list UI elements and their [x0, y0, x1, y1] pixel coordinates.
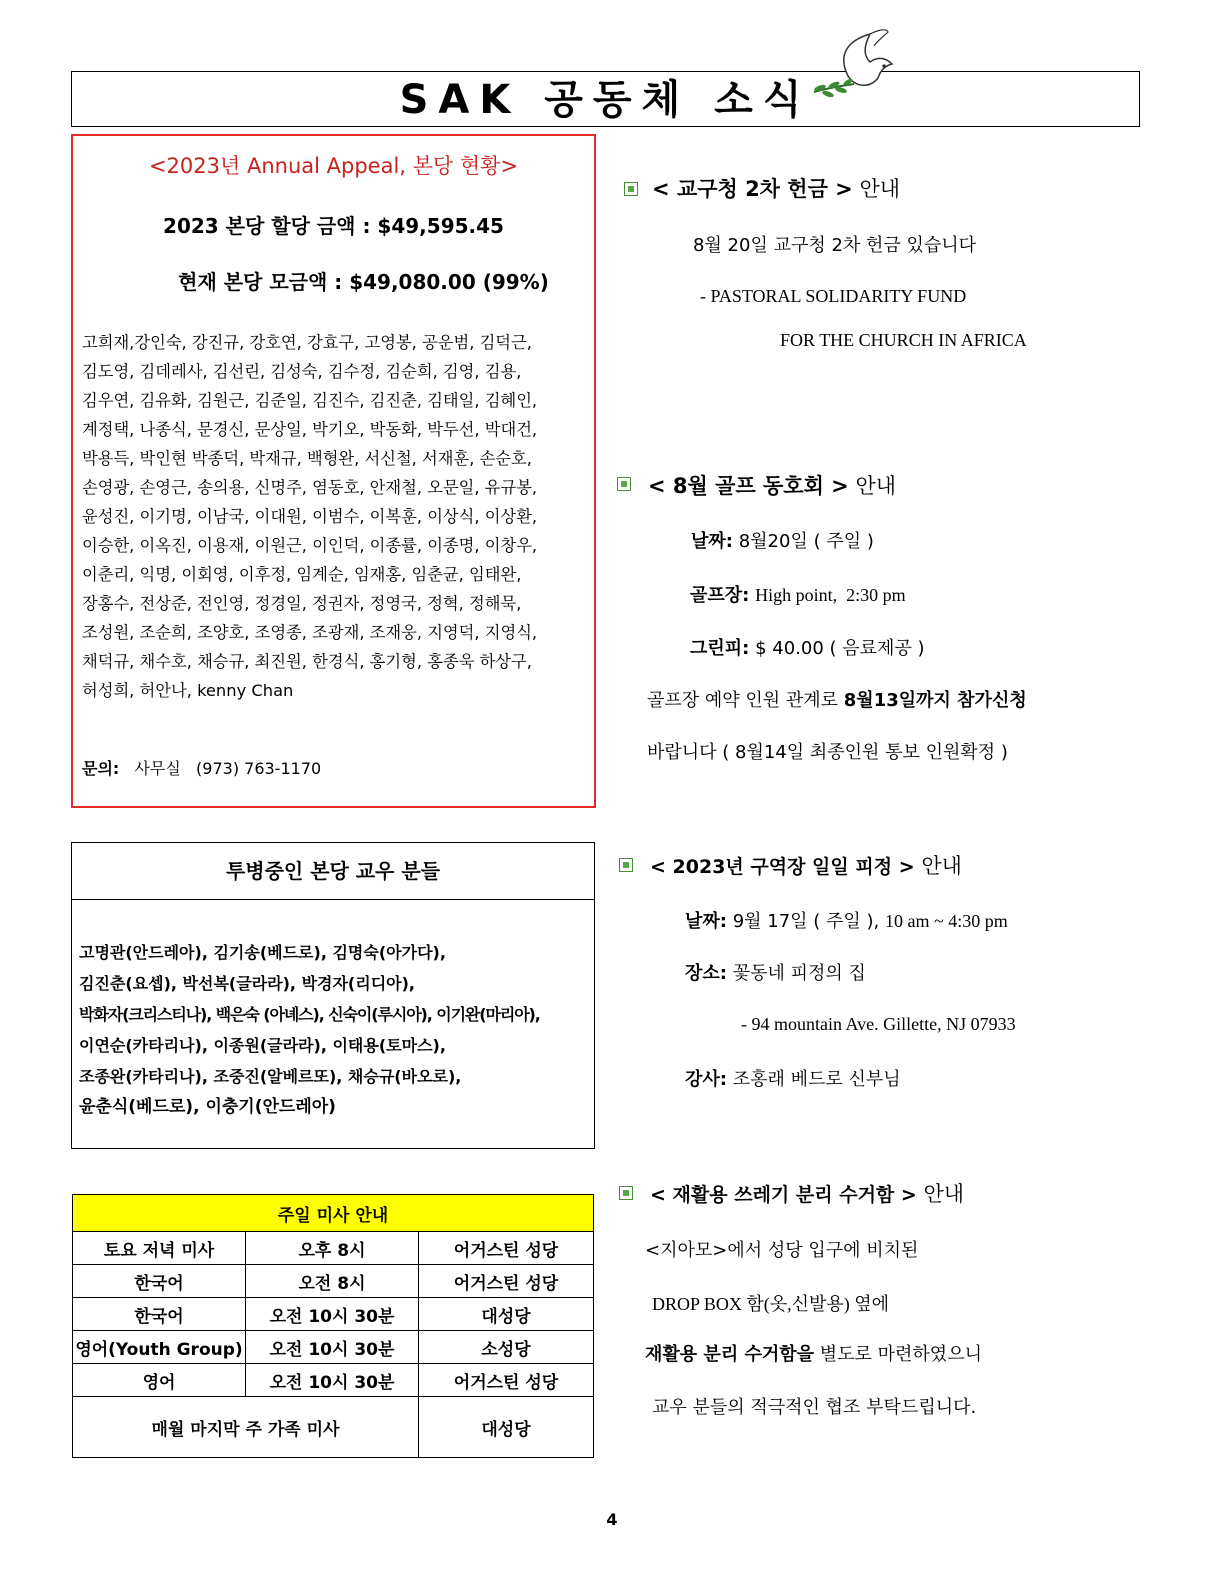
mass-type: 영어(Youth Group) — [73, 1331, 246, 1364]
second-collection-fund: - PASTORAL SOLIDARITY FUND — [700, 286, 967, 306]
table-row — [73, 1331, 594, 1364]
mass-place: 어거스틴 성당 — [419, 1265, 594, 1298]
sick-parishioners-box — [71, 842, 595, 1149]
recycle-line-2: DROP BOX 함(옷,신발용) 옆에 — [652, 1294, 890, 1314]
page-title: SAK 공동체 소식 — [399, 77, 812, 123]
contact-value: 사무실 (973) 763-1170 — [134, 759, 322, 778]
page-number: 4 — [606, 1510, 618, 1529]
bullet-icon — [624, 182, 638, 196]
donor-line: 박용득, 박인현 박종덕, 박재규, 백형완, 서신철, 서재훈, 손순호, — [82, 449, 532, 468]
mass-table-title: 주일 미사 안내 — [73, 1195, 594, 1232]
sick-line: 조종완(카타리나), 조중진(알베르또), 채승규(바오로), — [79, 1067, 462, 1086]
golf-heading: < 8월 골프 동호회 > 안내 — [648, 474, 897, 498]
table-row — [73, 1298, 594, 1331]
retreat-place: 장소: 꽃동네 피정의 집 — [685, 963, 866, 984]
second-collection-fund-2: FOR THE CHURCH IN AFRICA — [780, 330, 1027, 350]
sick-line: 박화자(크리스티나), 백은숙 (아녜스), 신숙이(루시아), 이기완(마리아), — [79, 1005, 540, 1024]
mass-time: 오전 10시 30분 — [246, 1364, 419, 1397]
donor-line: 계정택, 나종식, 문경신, 문상일, 박기오, 박동화, 박두선, 박대건, — [82, 420, 538, 439]
golf-date: 날짜: 8월20일 ( 주일 ) — [691, 531, 874, 552]
second-collection-date: 8월 20일 교구청 2차 헌금 있습니다 — [693, 235, 977, 256]
table-row — [73, 1265, 594, 1298]
donor-line: 장홍수, 전상준, 전인영, 정경일, 정권자, 정영국, 정혁, 정해묵, — [82, 594, 522, 613]
mass-time: 오전 10시 30분 — [246, 1298, 419, 1331]
golf-note-2: 바랍니다 ( 8월14일 최종인원 통보 인원확정 ) — [647, 742, 1008, 763]
golf-course: 골프장: High point, 2:30 pm — [690, 585, 906, 606]
recycle-line-1: <지아모>에서 성당 입구에 비치된 — [645, 1240, 919, 1261]
mass-type: 한국어 — [73, 1298, 246, 1331]
mass-time: 오전 10시 30분 — [246, 1331, 419, 1364]
mass-type: 한국어 — [73, 1265, 246, 1298]
sick-title: 투병중인 본당 교우 분들 — [72, 843, 594, 900]
recycle-heading: < 재활용 쓰레기 분리 수거함 > 안내 — [650, 1182, 965, 1206]
mass-place: 어거스틴 성당 — [419, 1232, 594, 1265]
retreat-date: 날짜: 9월 17일 ( 주일 ), 10 am ~ 4:30 pm — [685, 911, 1008, 932]
donor-line: 허성희, 허안나, kenny Chan — [82, 681, 294, 700]
retreat-heading: < 2023년 구역장 일일 피정 > 안내 — [650, 854, 962, 878]
donor-line: 손영광, 손영근, 송의용, 신명주, 염동호, 안재철, 오문일, 유규봉, — [82, 478, 538, 497]
donor-line: 채덕규, 채수호, 채승규, 최진원, 한경식, 홍기형, 홍종욱 하상구, — [82, 652, 532, 671]
bullet-icon — [617, 477, 631, 491]
mass-time: 오후 8시 — [246, 1232, 419, 1265]
mass-schedule-table — [72, 1194, 594, 1458]
contact-label: 문의: — [82, 759, 120, 778]
donor-line: 조성원, 조순희, 조양호, 조영종, 조광재, 조재웅, 지영덕, 지영식, — [82, 623, 538, 642]
recycle-line-4: 교우 분들의 적극적인 협조 부탁드립니다. — [652, 1397, 977, 1418]
golf-fee: 그린피: $ 40.00 ( 음료제공 ) — [690, 638, 925, 659]
family-mass-place: 대성당 — [419, 1397, 594, 1458]
sick-line: 윤춘식(베드로), 이충기(안드레아) — [79, 1097, 336, 1117]
title-box — [71, 71, 1140, 127]
retreat-address: - 94 mountain Ave. Gillette, NJ 07933 — [741, 1014, 1016, 1034]
mass-place: 소성당 — [419, 1331, 594, 1364]
appeal-assigned-amount: 2023 본당 할당 금액 : $49,595.45 — [163, 214, 504, 238]
annual-appeal-box — [71, 134, 596, 808]
golf-note-1: 골프장 예약 인원 관계로 8월13일까지 참가신청 — [647, 690, 1027, 711]
table-row — [73, 1232, 594, 1265]
donor-line: 김우연, 김유화, 김원근, 김준일, 김진수, 김진춘, 김태일, 김혜인, — [82, 391, 538, 410]
table-row — [73, 1364, 594, 1397]
bullet-icon — [619, 1186, 633, 1200]
table-row — [73, 1397, 594, 1458]
sick-list — [79, 937, 594, 1123]
bullet-icon — [619, 858, 633, 872]
retreat-speaker: 강사: 조홍래 베드로 신부님 — [685, 1069, 901, 1090]
mass-type: 토요 저녁 미사 — [73, 1232, 246, 1265]
family-mass-label: 매월 마지막 주 가족 미사 — [73, 1397, 419, 1458]
donor-line: 윤성진, 이기명, 이남국, 이대원, 이범수, 이복훈, 이상식, 이상환, — [82, 507, 538, 526]
sick-line: 김진춘(요셉), 박선복(글라라), 박경자(리디아), — [79, 974, 416, 993]
donor-list — [82, 328, 592, 705]
mass-type: 영어 — [73, 1364, 246, 1397]
sick-line: 이연순(카타리나), 이종원(글라라), 이태용(토마스), — [79, 1036, 446, 1055]
appeal-title: <2023년 Annual Appeal, 본당 현황> — [148, 154, 519, 178]
appeal-contact — [82, 756, 321, 779]
donor-line: 김도영, 김데레사, 김선린, 김성숙, 김수정, 김순희, 김영, 김용, — [82, 362, 522, 381]
mass-place: 대성당 — [419, 1298, 594, 1331]
appeal-collected-amount: 현재 본당 모금액 : $49,080.00 (99%) — [178, 270, 549, 294]
dove-icon — [808, 26, 903, 106]
recycle-line-3: 재활용 분리 수거함을 별도로 마련하였으니 — [645, 1344, 982, 1365]
donor-line: 고희재,강인숙, 강진규, 강호연, 강효구, 고영봉, 공운범, 김덕근, — [82, 333, 532, 352]
second-collection-heading: < 교구청 2차 헌금 > 안내 — [652, 177, 901, 201]
mass-place: 어거스틴 성당 — [419, 1364, 594, 1397]
sick-line: 고명관(안드레아), 김기송(베드로), 김명숙(아가다), — [79, 943, 446, 962]
mass-time: 오전 8시 — [246, 1265, 419, 1298]
donor-line: 이승한, 이옥진, 이용재, 이원근, 이인덕, 이종률, 이종명, 이창우, — [82, 536, 538, 555]
donor-line: 이춘리, 익명, 이회영, 이후정, 임계순, 임재홍, 임춘균, 임태완, — [82, 565, 522, 584]
